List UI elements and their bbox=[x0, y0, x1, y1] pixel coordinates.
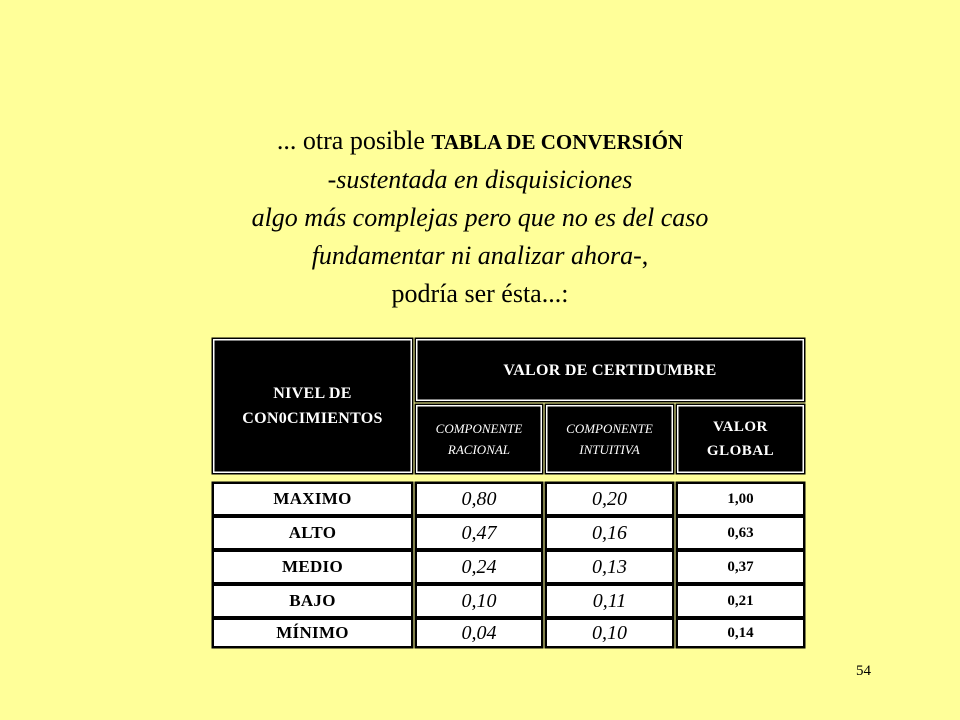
heading-table-title: TABLA DE CONVERSIÓN bbox=[431, 130, 684, 154]
header-global-line-1: VALOR bbox=[713, 419, 768, 435]
header-level-line-1: NIVEL DE bbox=[273, 385, 352, 402]
header-intuitive-line-2: INTUITIVA bbox=[579, 442, 640, 457]
table-row-level: BAJO bbox=[213, 585, 412, 617]
heading-line-3: algo más complejas pero que no es del caso bbox=[251, 203, 709, 232]
table-row-intuitive: 0,16 bbox=[546, 517, 673, 549]
header-intuitive-line-1: COMPONENTE bbox=[566, 421, 653, 436]
table-row-level: MÍNIMO bbox=[213, 619, 412, 647]
table-row-level: ALTO bbox=[213, 517, 412, 549]
header-certainty-label: VALOR DE CERTIDUMBRE bbox=[503, 361, 717, 379]
table-row-intuitive: 0,11 bbox=[546, 585, 673, 617]
header-rational-line-1: COMPONENTE bbox=[435, 421, 523, 436]
header-level-line-2: CON0CIMIENTOS bbox=[242, 410, 383, 427]
table-row-intuitive: 0,20 bbox=[546, 483, 673, 515]
table-row-rational: 0,47 bbox=[416, 517, 542, 549]
header-nivel-conocimientos bbox=[213, 339, 412, 473]
heading-line-5: podría ser ésta...: bbox=[391, 279, 569, 308]
heading-line-1-prefix: ... otra posible bbox=[276, 126, 432, 155]
header-rational-line-2: RACIONAL bbox=[447, 442, 511, 457]
header-valor-global bbox=[677, 405, 804, 473]
table-row-rational: 0,10 bbox=[416, 585, 542, 617]
table-row-intuitive: 0,10 bbox=[546, 619, 673, 647]
heading-line-4 bbox=[180, 237, 780, 275]
table-row-rational: 0,24 bbox=[416, 551, 542, 583]
heading-line-2-text: sustentada en disquisiciones bbox=[336, 165, 633, 194]
header-componente-racional bbox=[416, 405, 542, 473]
table-row-rational: 0,80 bbox=[416, 483, 542, 515]
table-row-intuitive: 0,13 bbox=[546, 551, 673, 583]
table-row-level: MAXIMO bbox=[213, 483, 412, 515]
table-row-global: 0,21 bbox=[677, 585, 804, 617]
heading-line-4-text: fundamentar ni analizar ahora bbox=[311, 241, 634, 270]
table-row-rational: 0,04 bbox=[416, 619, 542, 647]
table-row-global: 0,14 bbox=[677, 619, 804, 647]
header-valor-certidumbre bbox=[416, 339, 804, 401]
page-number: 54 bbox=[856, 663, 871, 679]
heading-line-2-dash: - bbox=[327, 165, 337, 194]
heading-line-1 bbox=[180, 122, 780, 161]
table-row-global: 1,00 bbox=[677, 483, 804, 515]
slide-heading bbox=[180, 122, 780, 313]
table-row-global: 0,37 bbox=[677, 551, 804, 583]
table-row-global: 0,63 bbox=[677, 517, 804, 549]
header-componente-intuitiva bbox=[546, 405, 673, 473]
heading-line-2 bbox=[180, 161, 780, 199]
table-row-level: MEDIO bbox=[213, 551, 412, 583]
heading-line-4-suffix: -, bbox=[633, 241, 649, 270]
header-global-line-2: GLOBAL bbox=[706, 443, 775, 459]
